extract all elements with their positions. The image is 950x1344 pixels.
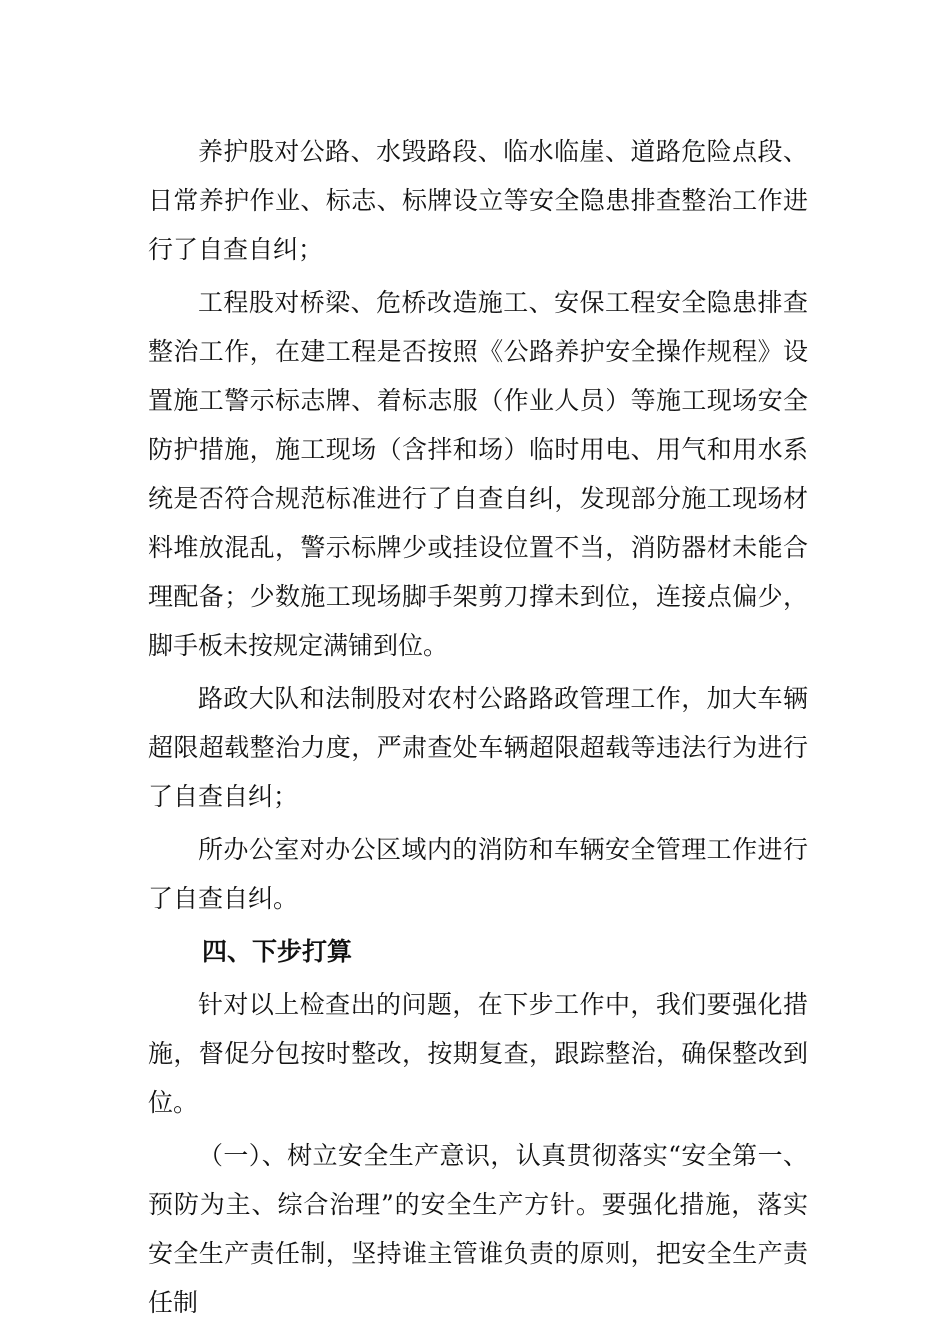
document-body [148, 127, 808, 1331]
paragraph-engineering-section: 工程股对桥梁、危桥改造施工、安保工程安全隐患排查整治工作，在建工程是否按照《公路养护安全操作规程》设置施工警示标志牌、着标志服（作业人员）等施工现场安全防护措施，施工现场（含拌和场）临时用电、用气和用水系统是否符合规范标准进行了自查自纠，发现部分施工现场材料堆放混乱，警示标牌少或挂设位置不当，消防器材未能合理配备；少数施工现场脚手架剪刀撑未到位，连接点偏少，脚手板未按规定满铺到位。 [148, 288, 808, 660]
paragraph-maintenance-section: 养护股对公路、水毁路段、临水临崖、道路危险点段、日常养护作业、标志、标牌设立等安全隐患排查整治工作进行了自查自纠； [148, 137, 808, 264]
paragraph-next-steps-intro: 针对以上检查出的问题，在下步工作中，我们要强化措施，督促分包按时整改，按期复查，跟踪整治，确保整改到位。 [148, 990, 808, 1117]
section-heading-next-steps: 四、下步打算 [202, 937, 353, 966]
paragraph-road-administration: 路政大队和法制股对农村公路路政管理工作，加大车辆超限超载整治力度，严肃查处车辆超限超载等违法行为进行了自查自纠； [148, 684, 808, 811]
paragraph-item-one: （一）、树立安全生产意识，认真贯彻落实“安全第一、预防为主、综合治理”的安全生产方针。要强化措施，落实安全生产责任制，坚持谁主管谁负责的原则，把安全生产责任制 [148, 1141, 808, 1317]
paragraph-office: 所办公室对办公区域内的消防和车辆安全管理工作进行了自查自纠。 [148, 835, 808, 913]
